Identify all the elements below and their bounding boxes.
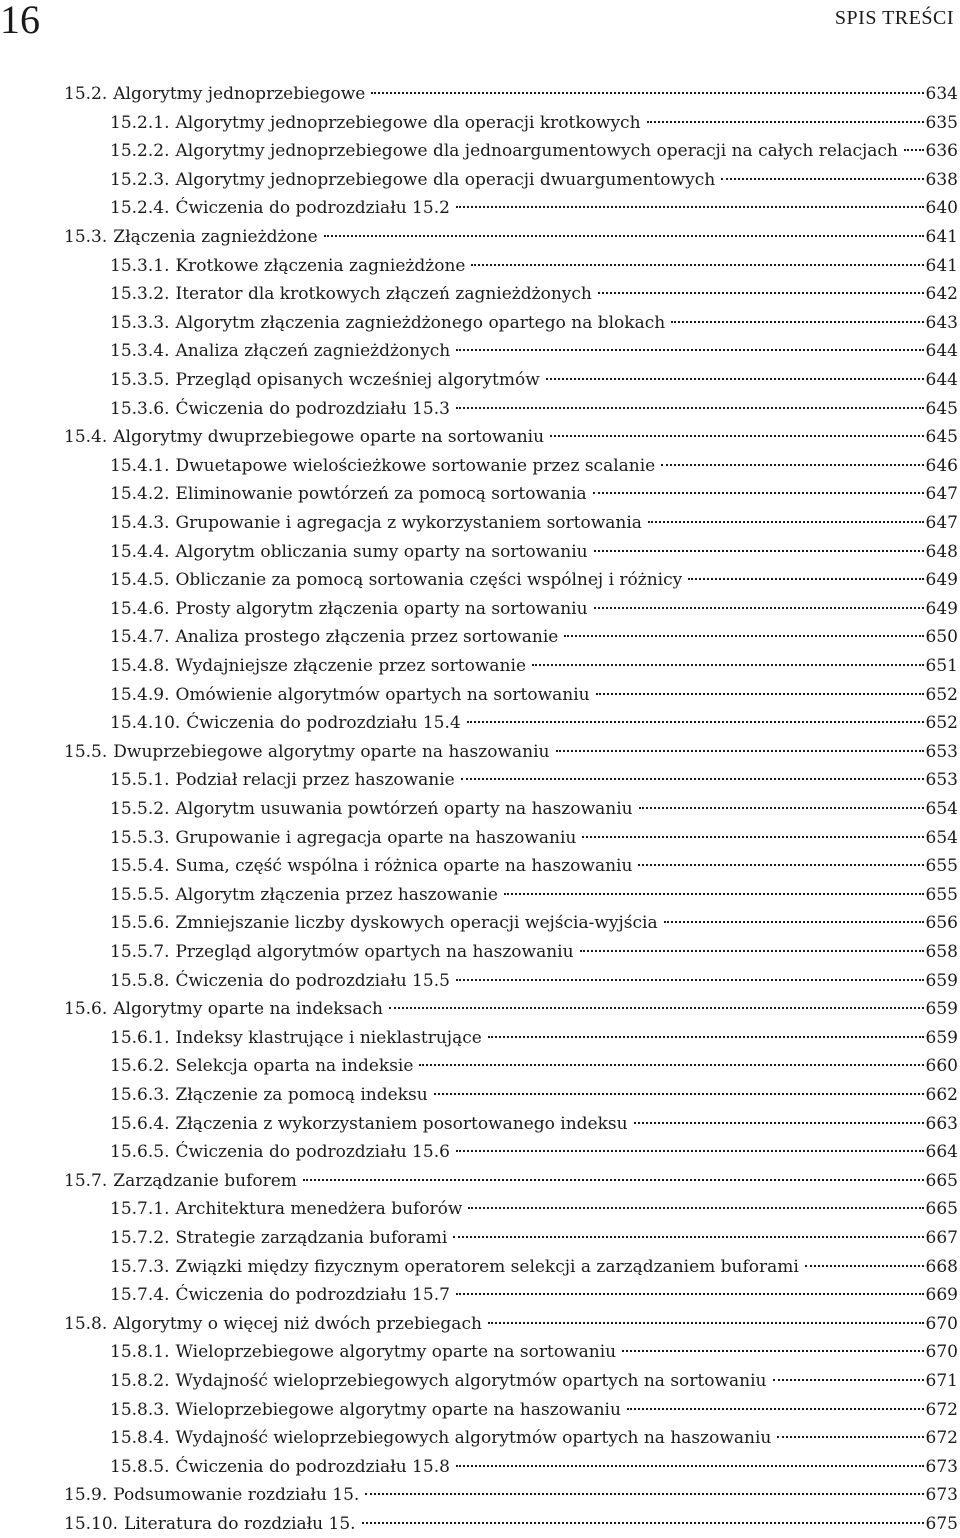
toc-entry-number: 15.8.4. bbox=[110, 1428, 170, 1449]
toc-entry-number: 15.4.10. bbox=[110, 713, 181, 734]
toc-entry[interactable] bbox=[110, 623, 958, 651]
toc-entry-page: 641 bbox=[925, 255, 958, 276]
toc-entry-page: 642 bbox=[925, 284, 958, 305]
toc-entry-number: 15.6.5. bbox=[110, 1142, 170, 1163]
toc-entry-title: Algorytmy jednoprzebiegowe bbox=[113, 84, 366, 104]
toc-entry-title: Wieloprzebiegowe algorytmy oparte na haszowaniu bbox=[175, 1399, 621, 1420]
toc-entry[interactable] bbox=[110, 795, 958, 823]
toc-dot-leader bbox=[456, 978, 924, 981]
toc-dot-leader bbox=[904, 148, 924, 151]
toc-dot-leader bbox=[638, 863, 923, 866]
toc-entry-page: 664 bbox=[925, 1142, 958, 1163]
toc-entry-title: Algorytmy jednoprzebiegowe dla operacji dwuargumentowych bbox=[175, 169, 716, 190]
toc-entry[interactable] bbox=[110, 1195, 958, 1223]
toc-entry-title: Eliminowanie powtórzeń za pomocą sortowania bbox=[175, 484, 587, 505]
toc-entry-page: 665 bbox=[925, 1199, 958, 1220]
toc-dot-leader bbox=[622, 1349, 923, 1352]
toc-entry-number: 15.6. bbox=[64, 999, 108, 1020]
toc-dot-leader bbox=[777, 1435, 923, 1438]
toc-entry-title: Obliczanie za pomocą sortowania części wspólnej i różnicy bbox=[175, 570, 683, 591]
toc-entry-number: 15.6.3. bbox=[110, 1085, 170, 1105]
toc-entry-page: 658 bbox=[925, 942, 958, 962]
toc-entry-title: Krotkowe złączenia zagnieżdżone bbox=[175, 255, 466, 276]
toc-entry-page: 672 bbox=[925, 1428, 958, 1449]
toc-entry[interactable] bbox=[64, 995, 958, 1023]
toc-entry[interactable] bbox=[110, 852, 958, 880]
toc-entry[interactable] bbox=[110, 909, 958, 937]
toc-entry-title: Wydajność wieloprzebiegowych algorytmów opartych na sortowaniu bbox=[175, 1371, 767, 1391]
toc-entry-title: Wydajniejsze złączenie przez sortowanie bbox=[175, 656, 527, 676]
toc-entry-title: Analiza prostego złączenia przez sortowanie bbox=[175, 627, 559, 648]
toc-entry[interactable] bbox=[110, 881, 958, 909]
toc-dot-leader bbox=[389, 1006, 924, 1009]
toc-entry[interactable] bbox=[110, 252, 958, 280]
toc-entry-title: Architektura menedżera buforów bbox=[175, 1199, 463, 1220]
toc-entry[interactable] bbox=[110, 1138, 958, 1166]
toc-entry-number: 15.8.3. bbox=[110, 1399, 170, 1420]
toc-dot-leader bbox=[627, 1407, 924, 1410]
toc-dot-leader bbox=[773, 1378, 924, 1381]
toc-entry[interactable] bbox=[110, 681, 958, 709]
toc-dot-leader bbox=[467, 720, 924, 723]
toc-entry-number: 15.3.5. bbox=[110, 370, 170, 390]
toc-entry-title: Algorytmy jednoprzebiegowe dla operacji krotkowych bbox=[175, 112, 641, 133]
toc-entry-number: 15.4.5. bbox=[110, 570, 170, 591]
toc-entry-number: 15.5.7. bbox=[110, 942, 170, 962]
toc-entry-number: 15.7.4. bbox=[110, 1285, 170, 1306]
toc-entry[interactable] bbox=[110, 137, 958, 165]
toc-entry-title: Podsumowanie rozdziału 15. bbox=[113, 1485, 360, 1506]
toc-entry-title: Ćwiczenia do podrozdziału 15.5 bbox=[175, 970, 450, 991]
toc-entry-page: 644 bbox=[925, 370, 958, 390]
toc-entry-title: Złączenia z wykorzystaniem posortowanego indeksu bbox=[175, 1113, 628, 1134]
toc-entry[interactable] bbox=[110, 1367, 958, 1395]
toc-entry-page: 634 bbox=[925, 84, 958, 104]
toc-dot-leader bbox=[550, 434, 924, 437]
toc-entry[interactable] bbox=[110, 1253, 958, 1281]
toc-dot-leader bbox=[564, 634, 923, 637]
toc-entry-page: 655 bbox=[925, 884, 958, 905]
toc-entry-title: Ćwiczenia do podrozdziału 15.3 bbox=[175, 398, 450, 419]
toc-entry-number: 15.5.2. bbox=[110, 799, 170, 819]
toc-entry[interactable] bbox=[110, 366, 958, 394]
toc-entry-page: 641 bbox=[925, 227, 958, 247]
toc-entry-number: 15.8.2. bbox=[110, 1371, 170, 1391]
toc-entry-page: 647 bbox=[925, 484, 958, 505]
toc-entry[interactable] bbox=[110, 938, 958, 966]
toc-entry[interactable] bbox=[110, 595, 958, 623]
toc-entry-title: Algorytm usuwania powtórzeń oparty na haszowaniu bbox=[175, 799, 633, 819]
toc-dot-leader bbox=[532, 663, 924, 666]
toc-dot-leader bbox=[456, 1464, 924, 1467]
toc-entry-number: 15.2.3. bbox=[110, 169, 170, 190]
toc-entry-page: 655 bbox=[925, 856, 958, 877]
toc-dot-leader bbox=[488, 1035, 924, 1038]
toc-entry-page: 670 bbox=[925, 1342, 958, 1363]
toc-entry-number: 15.4.7. bbox=[110, 627, 170, 648]
toc-entry-number: 15.6.1. bbox=[110, 1027, 170, 1048]
toc-dot-leader bbox=[362, 1521, 924, 1524]
toc-entry[interactable] bbox=[64, 423, 958, 451]
toc-entry[interactable] bbox=[64, 1481, 958, 1509]
toc-entry-title: Przegląd opisanych wcześniej algorytmów bbox=[175, 370, 540, 390]
toc-entry[interactable] bbox=[110, 1024, 958, 1052]
toc-entry-title: Ćwiczenia do podrozdziału 15.8 bbox=[175, 1456, 450, 1477]
toc-entry-number: 15.3.4. bbox=[110, 341, 170, 362]
toc-entry-number: 15.10. bbox=[64, 1514, 119, 1534]
toc-entry-number: 15.8.5. bbox=[110, 1456, 170, 1477]
toc-entry-page: 651 bbox=[925, 656, 958, 676]
toc-entry[interactable] bbox=[110, 1453, 958, 1481]
toc-entry-number: 15.2.1. bbox=[110, 112, 170, 133]
toc-entry-number: 15.4.1. bbox=[110, 455, 170, 476]
toc-dot-leader bbox=[468, 1206, 923, 1209]
toc-entry[interactable] bbox=[110, 1424, 958, 1452]
toc-entry-number: 15.2.4. bbox=[110, 198, 170, 219]
toc-entry-page: 673 bbox=[925, 1456, 958, 1477]
toc-entry-title: Suma, część wspólna i różnica oparte na haszowaniu bbox=[175, 856, 633, 877]
toc-dot-leader bbox=[556, 749, 924, 752]
toc-entry-title: Złączenia zagnieżdżone bbox=[113, 227, 318, 247]
toc-entry-page: 652 bbox=[925, 713, 958, 734]
toc-entry-title: Prosty algorytm złączenia oparty na sortowaniu bbox=[175, 598, 588, 619]
toc-entry[interactable] bbox=[110, 309, 958, 337]
toc-entry-number: 15.2. bbox=[64, 84, 108, 104]
toc-entry-number: 15.5.6. bbox=[110, 913, 170, 934]
toc-entry[interactable] bbox=[110, 1052, 958, 1080]
toc-dot-leader bbox=[456, 348, 923, 351]
toc-entry[interactable] bbox=[110, 1396, 958, 1424]
toc-entry-number: 15.2.2. bbox=[110, 141, 170, 162]
toc-entry-title: Algorytmy dwuprzebiegowe oparte na sortowaniu bbox=[113, 427, 545, 448]
toc-entry-title: Ćwiczenia do podrozdziału 15.2 bbox=[175, 198, 450, 219]
toc-entry-page: 669 bbox=[925, 1285, 958, 1306]
toc-entry[interactable] bbox=[110, 967, 958, 995]
toc-entry[interactable] bbox=[110, 709, 958, 737]
toc-entry-page: 672 bbox=[925, 1399, 958, 1420]
toc-entry-page: 650 bbox=[925, 627, 958, 648]
toc-dot-leader bbox=[461, 777, 924, 780]
toc-entry[interactable] bbox=[110, 1224, 958, 1252]
toc-entry-page: 643 bbox=[925, 312, 958, 333]
toc-entry-number: 15.5. bbox=[64, 741, 108, 762]
toc-entry-title: Podział relacji przez haszowanie bbox=[175, 770, 455, 791]
toc-entry-title: Strategie zarządzania buforami bbox=[175, 1228, 448, 1248]
toc-entry[interactable] bbox=[110, 652, 958, 680]
toc-entry-page: 670 bbox=[925, 1313, 958, 1334]
toc-entry-title: Przegląd algorytmów opartych na haszowaniu bbox=[175, 942, 574, 962]
toc-entry[interactable] bbox=[64, 80, 958, 108]
toc-entry-title: Dwuetapowe wielościeżkowe sortowanie przez scalanie bbox=[175, 455, 656, 476]
toc-dot-leader bbox=[688, 577, 923, 580]
toc-entry-number: 15.3.6. bbox=[110, 398, 170, 419]
toc-entry[interactable] bbox=[110, 824, 958, 852]
toc-entry[interactable] bbox=[110, 452, 958, 480]
toc-entry[interactable] bbox=[64, 1310, 958, 1338]
toc-entry-number: 15.5.4. bbox=[110, 856, 170, 877]
toc-entry[interactable] bbox=[64, 738, 958, 766]
toc-entry-page: 640 bbox=[925, 198, 958, 219]
toc-entry-page: 635 bbox=[925, 112, 958, 133]
toc-entry-number: 15.8. bbox=[64, 1313, 108, 1334]
toc-dot-leader bbox=[594, 549, 924, 552]
toc-entry[interactable] bbox=[64, 223, 958, 251]
toc-entry-number: 15.4.9. bbox=[110, 684, 170, 705]
toc-entry-title: Analiza złączeń zagnieżdżonych bbox=[175, 341, 451, 362]
toc-entry-title: Wydajność wieloprzebiegowych algorytmów opartych na haszowaniu bbox=[175, 1428, 772, 1449]
toc-entry-page: 652 bbox=[925, 684, 958, 705]
toc-entry-number: 15.3. bbox=[64, 227, 108, 247]
toc-entry-page: 659 bbox=[925, 1027, 958, 1048]
toc-entry-title: Iterator dla krotkowych złączeń zagnieżdżonych bbox=[175, 284, 592, 305]
toc-dot-leader bbox=[456, 406, 924, 409]
page-number: 16 bbox=[0, 0, 40, 42]
toc-dot-leader bbox=[303, 1178, 924, 1181]
toc-entry[interactable] bbox=[110, 1338, 958, 1366]
toc-entry-title: Dwuprzebiegowe algorytmy oparte na haszowaniu bbox=[113, 741, 550, 762]
toc-entry-page: 671 bbox=[925, 1371, 958, 1391]
toc-entry-title: Zarządzanie buforem bbox=[113, 1170, 297, 1191]
toc-entry[interactable] bbox=[110, 280, 958, 308]
toc-entry[interactable] bbox=[110, 1281, 958, 1309]
toc-entry-number: 15.5.1. bbox=[110, 770, 170, 791]
toc-entry-title: Ćwiczenia do podrozdziału 15.7 bbox=[175, 1285, 450, 1306]
toc-entry-number: 15.3.3. bbox=[110, 312, 170, 333]
toc-entry-title: Algorytmy o więcej niż dwóch przebiegach bbox=[113, 1313, 482, 1334]
toc-entry-number: 15.7. bbox=[64, 1170, 108, 1191]
toc-entry[interactable] bbox=[110, 766, 958, 794]
toc-dot-leader bbox=[721, 177, 923, 180]
toc-entry-page: 649 bbox=[925, 598, 958, 619]
toc-entry-page: 646 bbox=[925, 455, 958, 476]
toc-entry-title: Zmniejszanie liczby dyskowych operacji wejścia-wyjścia bbox=[175, 913, 658, 934]
toc-entry-number: 15.8.1. bbox=[110, 1342, 170, 1363]
toc-entry-number: 15.7.2. bbox=[110, 1228, 170, 1248]
toc-dot-leader bbox=[805, 1264, 924, 1267]
toc-dot-leader bbox=[593, 491, 924, 494]
toc-entry[interactable] bbox=[110, 109, 958, 137]
toc-dot-leader bbox=[546, 377, 924, 380]
toc-entry-title: Literatura do rozdziału 15. bbox=[124, 1514, 356, 1534]
toc-entry-number: 15.4.2. bbox=[110, 484, 170, 505]
toc-entry-page: 654 bbox=[925, 799, 958, 819]
toc-entry[interactable] bbox=[110, 1110, 958, 1138]
toc-entry-title: Selekcja oparta na indeksie bbox=[175, 1056, 414, 1077]
toc-entry-title: Algorytm złączenia zagnieżdżonego opartego na blokach bbox=[175, 312, 666, 333]
toc-entry-page: 667 bbox=[925, 1228, 958, 1248]
toc-entry-number: 15.6.2. bbox=[110, 1056, 170, 1077]
toc-entry-page: 663 bbox=[925, 1113, 958, 1134]
toc-entry-number: 15.4. bbox=[64, 427, 108, 448]
toc-dot-leader bbox=[580, 949, 924, 952]
toc-entry-title: Algorytmy jednoprzebiegowe dla jednoargumentowych operacji na całych relacjach bbox=[175, 141, 898, 162]
toc-entry[interactable] bbox=[110, 480, 958, 508]
toc-entry-number: 15.5.3. bbox=[110, 827, 170, 848]
toc-entry[interactable] bbox=[64, 1167, 958, 1195]
toc-entry-page: 656 bbox=[925, 913, 958, 934]
toc-entry-title: Indeksy klastrujące i nieklastrujące bbox=[175, 1027, 482, 1048]
toc-entry-number: 15.3.1. bbox=[110, 255, 170, 276]
toc-entry-number: 15.6.4. bbox=[110, 1113, 170, 1134]
toc-dot-leader bbox=[456, 1292, 924, 1295]
toc-dot-leader bbox=[664, 920, 924, 923]
toc-dot-leader bbox=[324, 234, 924, 237]
toc-dot-leader bbox=[596, 692, 924, 695]
toc-dot-leader bbox=[598, 291, 924, 294]
toc-entry-page: 662 bbox=[925, 1085, 958, 1105]
toc-entry-page: 649 bbox=[925, 570, 958, 591]
toc-dot-leader bbox=[434, 1092, 924, 1095]
toc-dot-leader bbox=[648, 520, 924, 523]
toc-entry-title: Grupowanie i agregacja z wykorzystaniem sortowania bbox=[175, 513, 642, 533]
toc-entry-page: 675 bbox=[925, 1514, 958, 1534]
toc-entry-page: 668 bbox=[925, 1256, 958, 1277]
toc-entry-page: 653 bbox=[925, 770, 958, 791]
toc-dot-leader bbox=[582, 835, 923, 838]
toc-dot-leader bbox=[419, 1063, 923, 1066]
toc-entry[interactable] bbox=[110, 1081, 958, 1109]
toc-entry-page: 647 bbox=[925, 513, 958, 533]
toc-entry-title: Złączenie za pomocą indeksu bbox=[175, 1085, 428, 1105]
toc-dot-leader bbox=[488, 1321, 924, 1324]
toc-entry-title: Omówienie algorytmów opartych na sortowaniu bbox=[175, 684, 590, 705]
toc-dot-leader bbox=[365, 1492, 923, 1495]
toc-dot-leader bbox=[661, 463, 923, 466]
toc-dot-leader bbox=[647, 120, 924, 123]
toc-entry-title: Ćwiczenia do podrozdziału 15.4 bbox=[186, 713, 461, 734]
toc-entry-number: 15.9. bbox=[64, 1485, 108, 1506]
toc-entry-page: 638 bbox=[925, 169, 958, 190]
toc-entry-number: 15.4.6. bbox=[110, 598, 170, 619]
toc-entry-page: 644 bbox=[925, 341, 958, 362]
toc-entry[interactable] bbox=[110, 538, 958, 566]
toc-entry-number: 15.4.8. bbox=[110, 656, 170, 676]
toc-entry-page: 660 bbox=[925, 1056, 958, 1077]
toc-entry[interactable] bbox=[110, 395, 958, 423]
toc-entry-title: Algorytm obliczania sumy oparty na sortowaniu bbox=[175, 541, 588, 562]
toc-entry-number: 15.3.2. bbox=[110, 284, 170, 305]
toc-dot-leader bbox=[456, 205, 924, 208]
toc-entry-title: Wieloprzebiegowe algorytmy oparte na sortowaniu bbox=[175, 1342, 617, 1363]
toc-dot-leader bbox=[456, 1149, 924, 1152]
toc-dot-leader bbox=[594, 606, 924, 609]
toc-entry-page: 665 bbox=[925, 1170, 958, 1191]
toc-entry-title: Grupowanie i agregacja oparte na haszowaniu bbox=[175, 827, 577, 848]
toc-entry-number: 15.7.3. bbox=[110, 1256, 170, 1277]
toc-dot-leader bbox=[504, 892, 924, 895]
toc-entry-title: Związki między fizycznym operatorem selekcji a zarządzaniem buforami bbox=[175, 1256, 799, 1277]
toc-entry[interactable] bbox=[110, 509, 958, 537]
toc-entry-number: 15.4.3. bbox=[110, 513, 170, 533]
toc-dot-leader bbox=[671, 320, 923, 323]
running-head: SPIS TREŚCI bbox=[834, 7, 954, 29]
toc-entry-title: Algorytm złączenia przez haszowanie bbox=[175, 884, 498, 905]
toc-entry[interactable] bbox=[110, 337, 958, 365]
toc-entry-number: 15.5.5. bbox=[110, 884, 170, 905]
toc-entry-page: 645 bbox=[925, 427, 958, 448]
toc-dot-leader bbox=[371, 91, 923, 94]
toc-entry-page: 659 bbox=[925, 970, 958, 991]
toc-dot-leader bbox=[453, 1235, 923, 1238]
toc-entry-page: 648 bbox=[925, 541, 958, 562]
toc-entry[interactable] bbox=[110, 194, 958, 222]
toc-dot-leader bbox=[634, 1121, 924, 1124]
toc-entry-number: 15.4.4. bbox=[110, 541, 170, 562]
toc-entry-page: 673 bbox=[925, 1485, 958, 1506]
toc-entry-page: 645 bbox=[925, 398, 958, 419]
toc-entry[interactable] bbox=[110, 166, 958, 194]
toc-entry[interactable] bbox=[110, 566, 958, 594]
toc-entry-number: 15.7.1. bbox=[110, 1199, 170, 1220]
toc-entry-page: 653 bbox=[925, 741, 958, 762]
toc-entry-page: 654 bbox=[925, 827, 958, 848]
toc-entry-page: 636 bbox=[925, 141, 958, 162]
toc-entry-number: 15.5.8. bbox=[110, 970, 170, 991]
toc-entry-title: Ćwiczenia do podrozdziału 15.6 bbox=[175, 1142, 450, 1163]
toc-dot-leader bbox=[471, 263, 923, 266]
toc-entry-page: 659 bbox=[925, 999, 958, 1020]
toc-dot-leader bbox=[639, 806, 924, 809]
toc-entry-title: Algorytmy oparte na indeksach bbox=[113, 999, 383, 1020]
